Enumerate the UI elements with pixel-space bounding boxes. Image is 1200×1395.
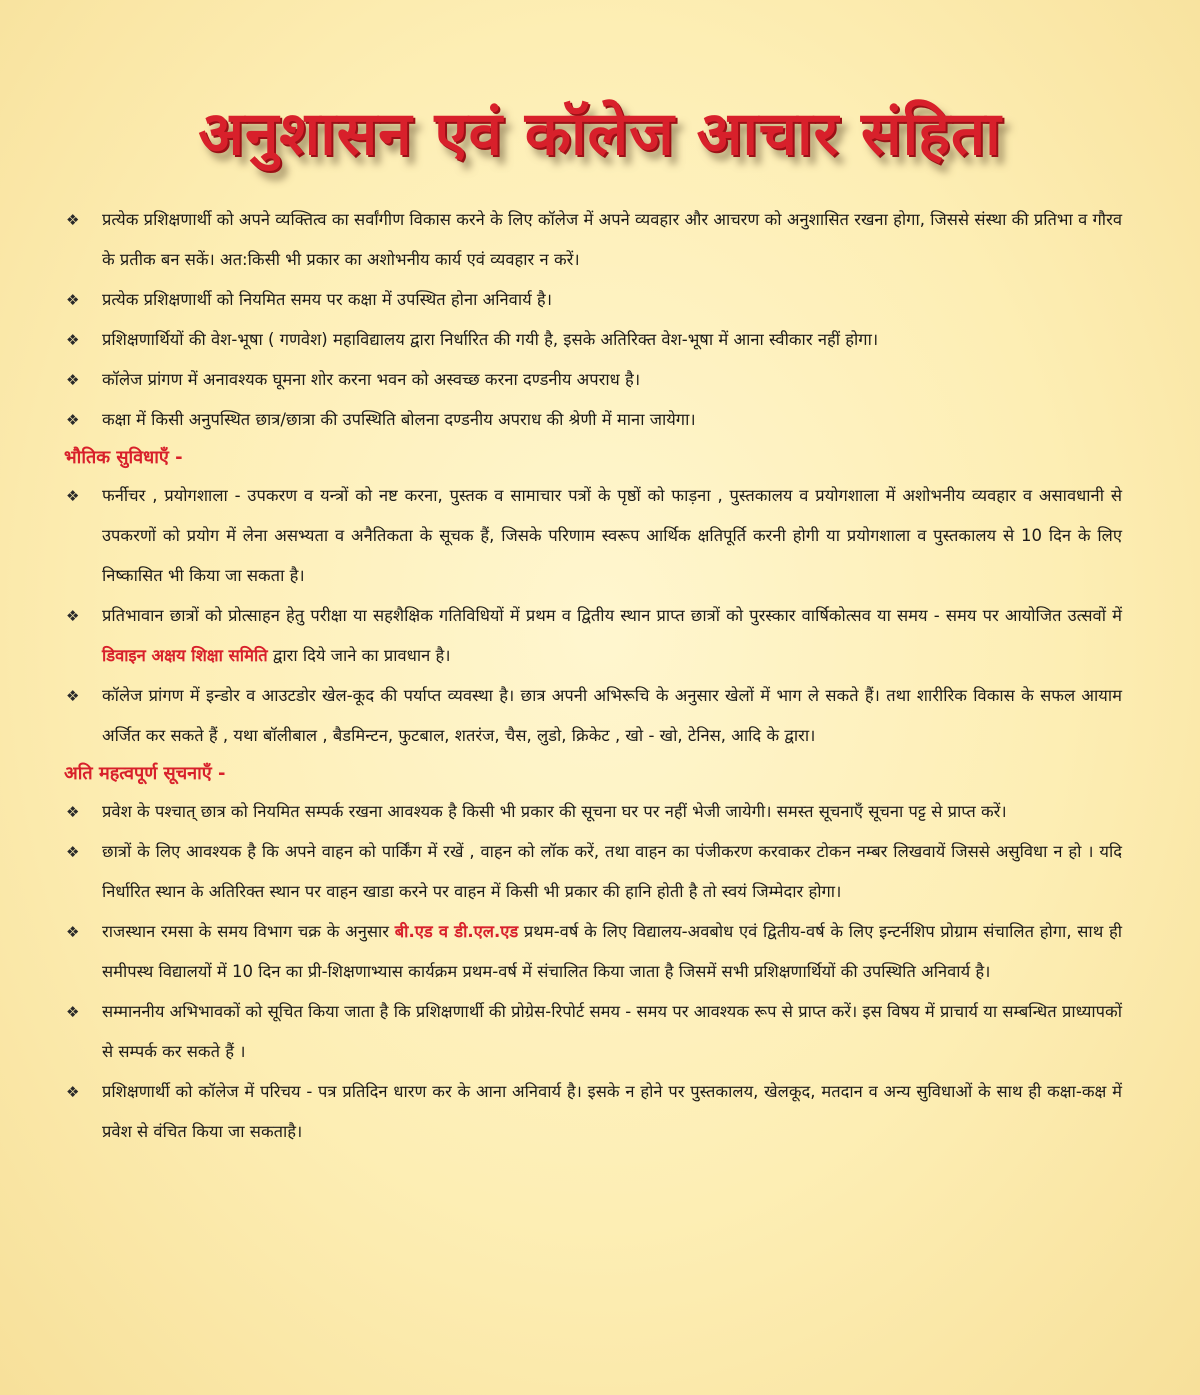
item-text-pre: प्रतिभावान छात्रों को प्रोत्साहन हेतु परीक्षा या सहशैक्षिक गतिविधियों में प्रथम व द्वितीय स्थान प्राप्त छात्रों को पुरस्कार वार्षिकोत्सव या समय - समय पर आयोजित उत्सवों में xyxy=(102,606,1122,625)
item-text: प्रशिक्षणार्थी को कॉलेज में परिचय - पत्र प्रतिदिन धारण कर के आना अनिवार्य है। इसके न होने पर पुस्तकालय, खेलकूद, मतदान व अन्य सुविधाओं के साथ ही कक्षा-कक्ष में प्रवेश से वंचित किया जा सकताहै। xyxy=(102,1082,1122,1141)
section-heading-physical-facilities: भौतिक सुविधाएँ - xyxy=(64,447,183,468)
list-item xyxy=(62,360,1122,400)
diamond-bullet-icon: ❖ xyxy=(66,607,80,625)
diamond-bullet-icon: ❖ xyxy=(66,291,80,309)
item-text: छात्रों के लिए आवश्यक है कि अपने वाहन को पार्किंग में रखें , वाहन को लॉक करें, तथा वाहन का पंजीकरण करवाकर टोकन नम्बर लिखवायें जिससे असुविधा न हो । यदि निर्धारित स्थान के अतिरिक्त स्थान पर वाहन खाडा करने पर वाहन में किसी भी प्रकार की हानि होती है तो स्वयं जिम्मेदार होगा। xyxy=(102,842,1122,901)
item-text: सम्माननीय अभिभावकों को सूचित किया जाता है कि प्रशिक्षणार्थी की प्रोग्रेस-रिपोर्ट समय - समय पर आवश्यक रूप से प्राप्त करें। इस विषय में प्राचार्य या सम्बन्धित प्राध्यापकों से सम्पर्क कर सकते हैं । xyxy=(102,1002,1122,1061)
page-title: अनुशासन एवं कॉलेज आचार संहिता xyxy=(198,99,1002,169)
list-item xyxy=(62,676,1122,756)
item-text-post: प्रथम-वर्ष के लिए विद्यालय-अवबोध एवं द्वितीय-वर्ष के लिए इन्टर्नशिप प्रोग्राम संचालित होगा, साथ ही समीपस्थ विद्यालयों में 10 दिन का प्री-शिक्षणाभ्यास कार्यक्रम प्रथम-वर्ष में संचालित किया जाता है जिसमें सभी प्रशिक्षणार्थियों की उपस्थिति अनिवार्य है। xyxy=(102,922,1123,981)
item-text: कक्षा में किसी अनुपस्थित छात्र/छात्रा की उपस्थिति बोलना दण्डनीय अपराध की श्रेणी में माना जायेगा। xyxy=(102,410,696,429)
diamond-bullet-icon: ❖ xyxy=(66,803,80,821)
list-item xyxy=(62,476,1122,596)
list-item xyxy=(62,992,1122,1072)
list-item xyxy=(62,400,1122,440)
diamond-bullet-icon: ❖ xyxy=(66,843,80,861)
item-text: प्रत्येक प्रशिक्षणार्थी को नियमित समय पर कक्षा में उपस्थित होना अनिवार्य है। xyxy=(102,290,552,309)
highlighted-organization-name: डिवाइन अक्षय शिक्षा समिति xyxy=(102,646,268,665)
list-item xyxy=(62,1072,1122,1152)
notice-content xyxy=(62,200,1122,1152)
diamond-bullet-icon: ❖ xyxy=(66,687,80,705)
item-text-pre: राजस्थान रमसा के समय विभाग चक्र के अनुसार xyxy=(102,922,395,941)
item-text: कॉलेज प्रांगण में इन्डोर व आउटडोर खेल-कूद की पर्याप्त व्यवस्था है। छात्र अपनी अभिरूचि के अनुसार खेलों में भाग ले सकते हैं। तथा शारीरिक विकास के सफल आयाम अर्जित कर सकते हैं , यथा बॉलीबाल , बैडमिन्टन, फुटबाल, शतरंज, चैस, लुडो, क्रिकेट , खो - खो, टेनिस, आदि के द्वारा। xyxy=(102,686,1122,745)
diamond-bullet-icon: ❖ xyxy=(66,923,80,941)
diamond-bullet-icon: ❖ xyxy=(66,211,80,229)
highlighted-course-names: बी.एड व डी.एल.एड xyxy=(394,922,519,941)
item-text: कॉलेज प्रांगण में अनावश्यक घूमना शोर करना भवन को अस्वच्छ करना दण्डनीय अपराध है। xyxy=(102,370,641,389)
diamond-bullet-icon: ❖ xyxy=(66,331,80,349)
diamond-bullet-icon: ❖ xyxy=(66,487,80,505)
section-heading-important-notices: अति महत्वपूर्ण सूचनाएँ - xyxy=(64,763,226,784)
list-item xyxy=(62,912,1122,992)
list-item xyxy=(62,596,1122,676)
item-text: प्रवेश के पश्चात् छात्र को नियमित सम्पर्क रखना आवश्यक है किसी भी प्रकार की सूचना घर पर नहीं भेजी जायेगी। समस्त सूचनाएँ सूचना पट्ट से प्राप्त करें। xyxy=(102,802,1007,821)
list-item xyxy=(62,792,1122,832)
diamond-bullet-icon: ❖ xyxy=(66,371,80,389)
diamond-bullet-icon: ❖ xyxy=(66,1083,80,1101)
item-text: प्रत्येक प्रशिक्षणार्थी को अपने व्यक्तित्व का सर्वांगीण विकास करने के लिए कॉलेज में अपने व्यवहार और आचरण को अनुशासित रखना होगा, जिससे संस्था की प्रतिभा व गौरव के प्रतीक बन सकें। अत:किसी भी प्रकार का अशोभनीय कार्य एवं व्यवहार न करें। xyxy=(102,210,1122,269)
diamond-bullet-icon: ❖ xyxy=(66,1003,80,1021)
list-item xyxy=(62,320,1122,360)
diamond-bullet-icon: ❖ xyxy=(66,411,80,429)
list-item xyxy=(62,200,1122,280)
item-text-post: द्वारा दिये जाने का प्रावधान है। xyxy=(267,646,451,665)
list-item xyxy=(62,280,1122,320)
item-text: प्रशिक्षणार्थियों की वेश-भूषा ( गणवेश) महाविद्यालय द्वारा निर्धारित की गयी है, इसके अतिरिक्त वेश-भूषा में आना स्वीकार नहीं होगा। xyxy=(102,330,879,349)
list-item xyxy=(62,832,1122,912)
item-text: फर्नीचर , प्रयोगशाला - उपकरण व यन्त्रों को नष्ट करना, पुस्तक व सामाचार पत्रों के पृष्ठों को फाड़ना , पुस्तकालय व प्रयोगशाला में अशोभनीय व्यवहार व असावधानी से उपकरणों को प्रयोग में लेना असभ्यता व अनैतिकता के सूचक हैं, जिसके परिणाम स्वरूप आर्थिक क्षतिपूर्ति करनी होगी या प्रयोगशाला व पुस्तकालय से 10 दिन के लिए निष्कासित भी किया जा सकता है। xyxy=(102,486,1122,585)
